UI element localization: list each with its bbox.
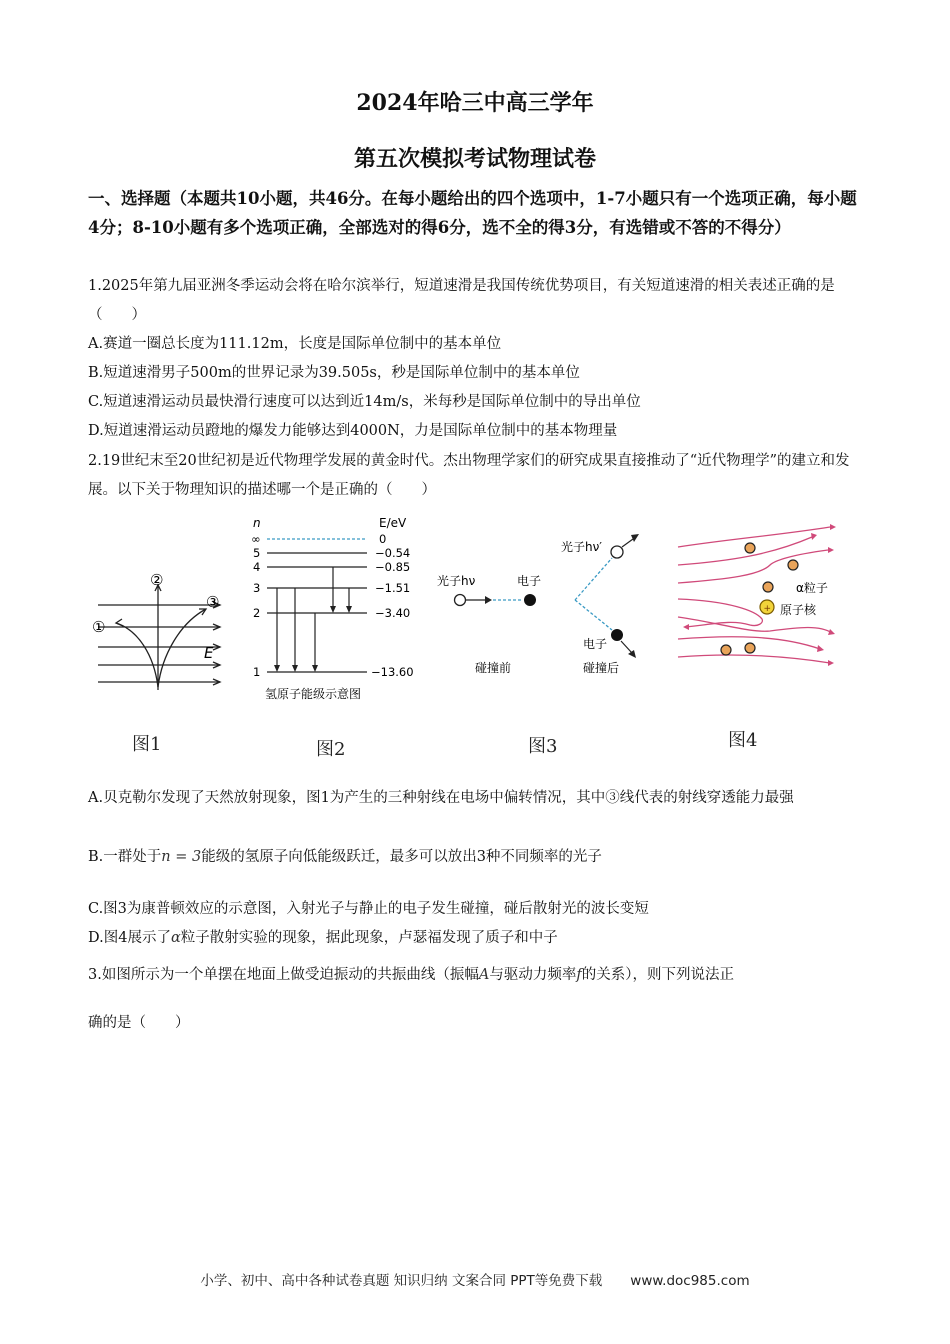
q2-option-d-pre: D.图4展示了 <box>88 930 171 946</box>
fig2-level-1-n: 1 <box>253 665 261 679</box>
q3-stem-line2: 确的是（ ） <box>88 1015 190 1031</box>
fig2-level-1-e: −13.60 <box>371 665 414 679</box>
fig2-level-inf-e: 0 <box>379 532 387 546</box>
q3-math-a: A <box>478 967 490 983</box>
fig2-level-4-n: 4 <box>253 560 261 574</box>
exam-school-title: 2024年哈三中高三学年 <box>356 90 594 116</box>
fig3-compton-scattering <box>435 515 655 695</box>
fig3-electron-out-label: 电子 <box>583 637 608 651</box>
fig2-energy-levels <box>245 515 435 705</box>
footer-text: 小学、初中、高中各种试卷真题 知识归纳 文案合同 PPT等免费下载 <box>200 1273 603 1289</box>
q2-option-b <box>88 843 868 872</box>
footer-link[interactable]: www.doc985.com <box>630 1273 750 1289</box>
fig2-level-5-n: 5 <box>253 546 261 560</box>
fig1-label-3: ③ <box>206 593 220 611</box>
fig2-level-5-e: −0.54 <box>375 546 411 560</box>
fig2-caption: 图2 <box>316 739 346 760</box>
fig2-subtitle: 氢原子能级示意图 <box>265 687 362 701</box>
q2-option-b-post: 能级的氢原子向低能级跃迁，最多可以放出3种不同频率的光子 <box>201 849 602 865</box>
q2-stem: 2.19世纪末至20世纪初是近代物理学发展的黄金时代。杰出物理学家们的研究成果直接推动了“近代物理学”的建立和发展。以下关于物理知识的描述哪一个是正确的（ ） <box>88 453 850 498</box>
fig4-nucleus-label: 原子核 <box>780 603 817 617</box>
fig2-e-label: E/eV <box>379 516 407 530</box>
fig3-after-label: 碰撞后 <box>583 661 620 675</box>
fig2-level-2-n: 2 <box>253 606 261 620</box>
q1-option-c: C.短道速滑运动员最快滑行速度可以达到近14m/s，米每秒是国际单位制中的导出单位 <box>88 394 641 410</box>
fig3-photon-out-label: 光子hν′ <box>561 540 603 554</box>
fig2-n-label: n <box>253 516 261 530</box>
svg-text:+: + <box>763 604 772 614</box>
fig2-level-2-e: −3.40 <box>375 606 411 620</box>
q1-option-d: D.短道速滑运动员蹬地的爆发力能够达到4000N，力是国际单位制中的基本物理量 <box>88 423 618 439</box>
fig2-level-3-n: 3 <box>253 581 261 595</box>
fig3-caption: 图3 <box>528 736 558 757</box>
q1-option-a: A.赛道一圈总长度为111.12m，长度是国际单位制中的基本单位 <box>88 336 502 352</box>
q2-option-b-math: n = 3 <box>161 849 202 865</box>
fig4-caption: 图4 <box>728 730 758 751</box>
fig2-level-inf-n: ∞ <box>251 532 261 546</box>
fig1-caption: 图1 <box>132 734 162 755</box>
section-heading: 一、选择题（本题共10小题，共46分。在每小题给出的四个选项中，1-7小题只有一个选项正确，每小题4分；8-10小题有多个选项正确，全部选对的得6分，选不全的得3分，有选错或不答的不得分） <box>88 189 857 237</box>
fig2-level-3-e: −1.51 <box>375 581 411 595</box>
fig1-field-label: E <box>204 644 214 662</box>
q2-option-d-post: 粒子散射实验的现象，据此现象，卢瑟福发现了质子和中子 <box>180 930 558 946</box>
q3-stem <box>88 961 868 990</box>
q2-option-d-math: α <box>170 930 181 946</box>
fig3-before-label: 碰撞前 <box>475 661 512 675</box>
fig1-label-1: ① <box>92 618 106 636</box>
fig4-alpha-scattering <box>670 515 855 675</box>
q2-option-d <box>88 924 868 953</box>
q2-option-b-pre: B.一群处于 <box>88 849 162 865</box>
q2-option-c: C.图3为康普顿效应的示意图，入射光子与静止的电子发生碰撞，碰后散射光的波长变短 <box>88 901 649 917</box>
q1-stem: 1.2025年第九届亚洲冬季运动会将在哈尔滨举行，短道速滑是我国传统优势项目，有关短道速滑的相关表述正确的是（ ） <box>88 278 835 323</box>
page-footer <box>0 1269 950 1289</box>
fig1-label-2: ② <box>150 571 164 589</box>
q3-stem-mid: 与驱动力频率 <box>489 967 577 983</box>
fig3-photon-in-label: 光子hν <box>437 574 476 588</box>
fig3-electron-in-label: 电子 <box>517 574 542 588</box>
fig2-level-4-e: −0.85 <box>375 560 411 574</box>
q3-stem-pre: 3.如图所示为一个单摆在地面上做受迫振动的共振曲线（振幅 <box>88 967 479 983</box>
exam-title: 第五次模拟考试物理试卷 <box>353 146 596 172</box>
q3-stem-post: 的关系），则下列说法正 <box>581 967 734 983</box>
fig4-alpha-label: α粒子 <box>796 581 828 595</box>
q2-option-a: A.贝克勒尔发现了天然放射现象，图1为产生的三种射线在电场中偏转情况，其中③线代表的射线穿透能力最强 <box>88 790 794 806</box>
q3-math-f: f <box>576 967 582 983</box>
fig1-ray-deflection <box>88 515 238 705</box>
q1-option-b: B.短道速滑男子500m的世界记录为39.505s，秒是国际单位制中的基本单位 <box>88 365 580 381</box>
